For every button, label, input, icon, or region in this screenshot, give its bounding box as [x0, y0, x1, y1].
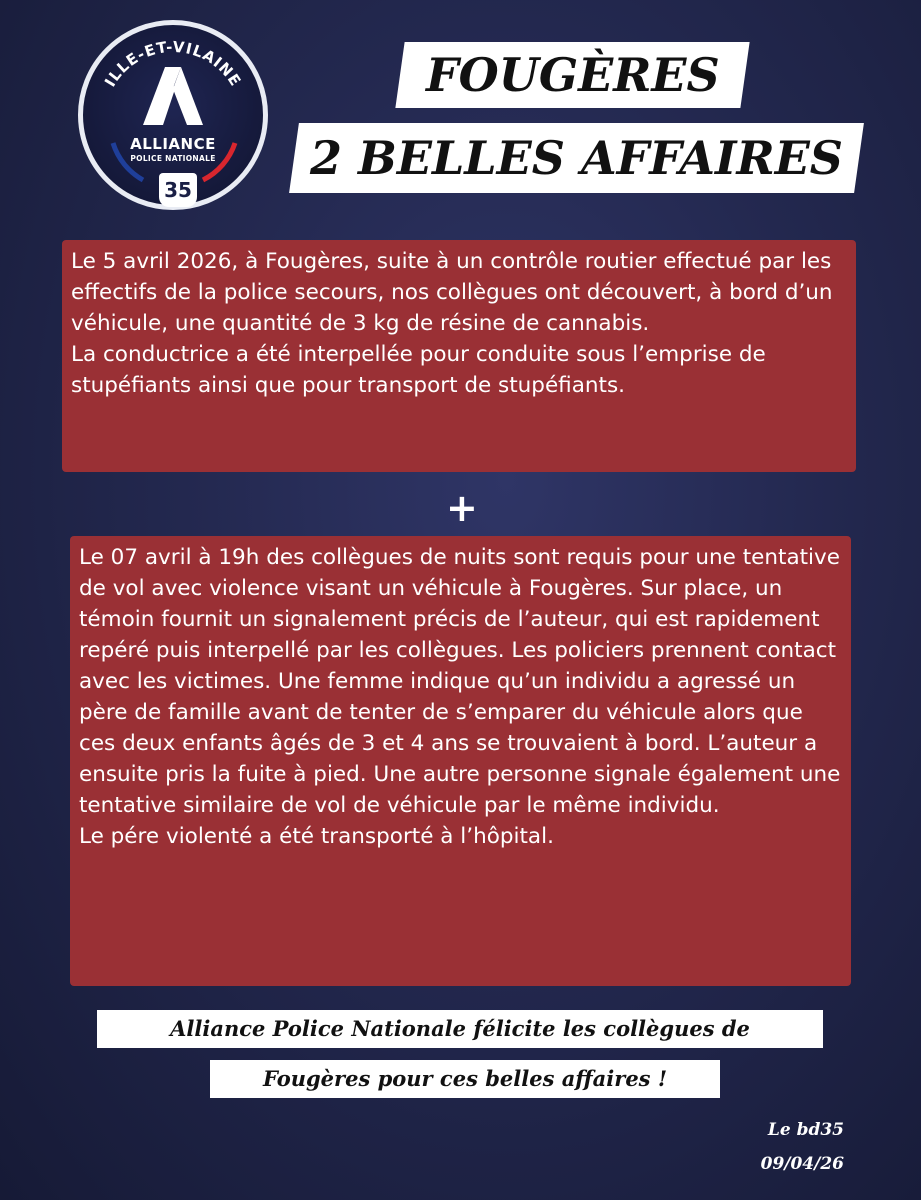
affaire-1-paragraph-2: La conductrice a été interpellée pour conduite sous l’emprise de stupéfiants ainsi que pour transport de stupéfiants. — [71, 342, 766, 398]
affaire-2-box — [70, 536, 851, 986]
affaire-1-paragraph-1: Le 5 avril 2026, à Fougères, suite à un contrôle routier effectué par les effectifs de la police secours, nos collègues ont découvert, à bord d’un véhicule, une quantité de 3 kg de résine de cannabis. — [71, 249, 833, 336]
signature-author: Le bd35 — [767, 1120, 844, 1140]
caption-line-2: Fougères pour ces belles affaires ! — [210, 1060, 720, 1098]
alliance-a-icon — [143, 67, 203, 125]
affaire-1-box — [62, 240, 856, 472]
logo-subtitle: POLICE NATIONALE — [130, 154, 216, 163]
plus-separator: + — [446, 486, 478, 530]
title-subject: 2 BELLES AFFAIRES — [289, 123, 864, 193]
alliance-logo — [78, 20, 268, 210]
affaire-2-paragraph-1: Le 07 avril à 19h des collègues de nuits sont requis pour une tentative de vol avec violence visant un véhicule à Fougères. Sur place, un témoin fournit un signalement précis de l’auteur, qui est rapidement repéré puis interpellé par les collègues. Les policiers prennent contact avec les victimes. Une femme indique qu’un individu a agressé un père de famille avant de tenter de s’emparer du véhicule alors que ces deux enfants âgés de 3 et 4 ans se trouvaient à bord. L’auteur a ensuite pris la fuite à pied. Une autre personne signale également une tentative similaire de vol de véhicule par le même individu. — [79, 545, 841, 818]
logo-brand: ALLIANCE — [130, 135, 216, 153]
title-city: FOUGÈRES — [395, 42, 749, 108]
signature-date: 09/04/26 — [760, 1154, 844, 1174]
logo-ring-text: ILLE-ET-VILAINE — [100, 37, 245, 90]
caption-line-1: Alliance Police Nationale félicite les collègues de — [97, 1010, 823, 1048]
affaire-2-paragraph-2: Le pére violenté a été transporté à l’hôpital. — [79, 824, 554, 849]
logo-badge: 35 — [159, 173, 197, 207]
